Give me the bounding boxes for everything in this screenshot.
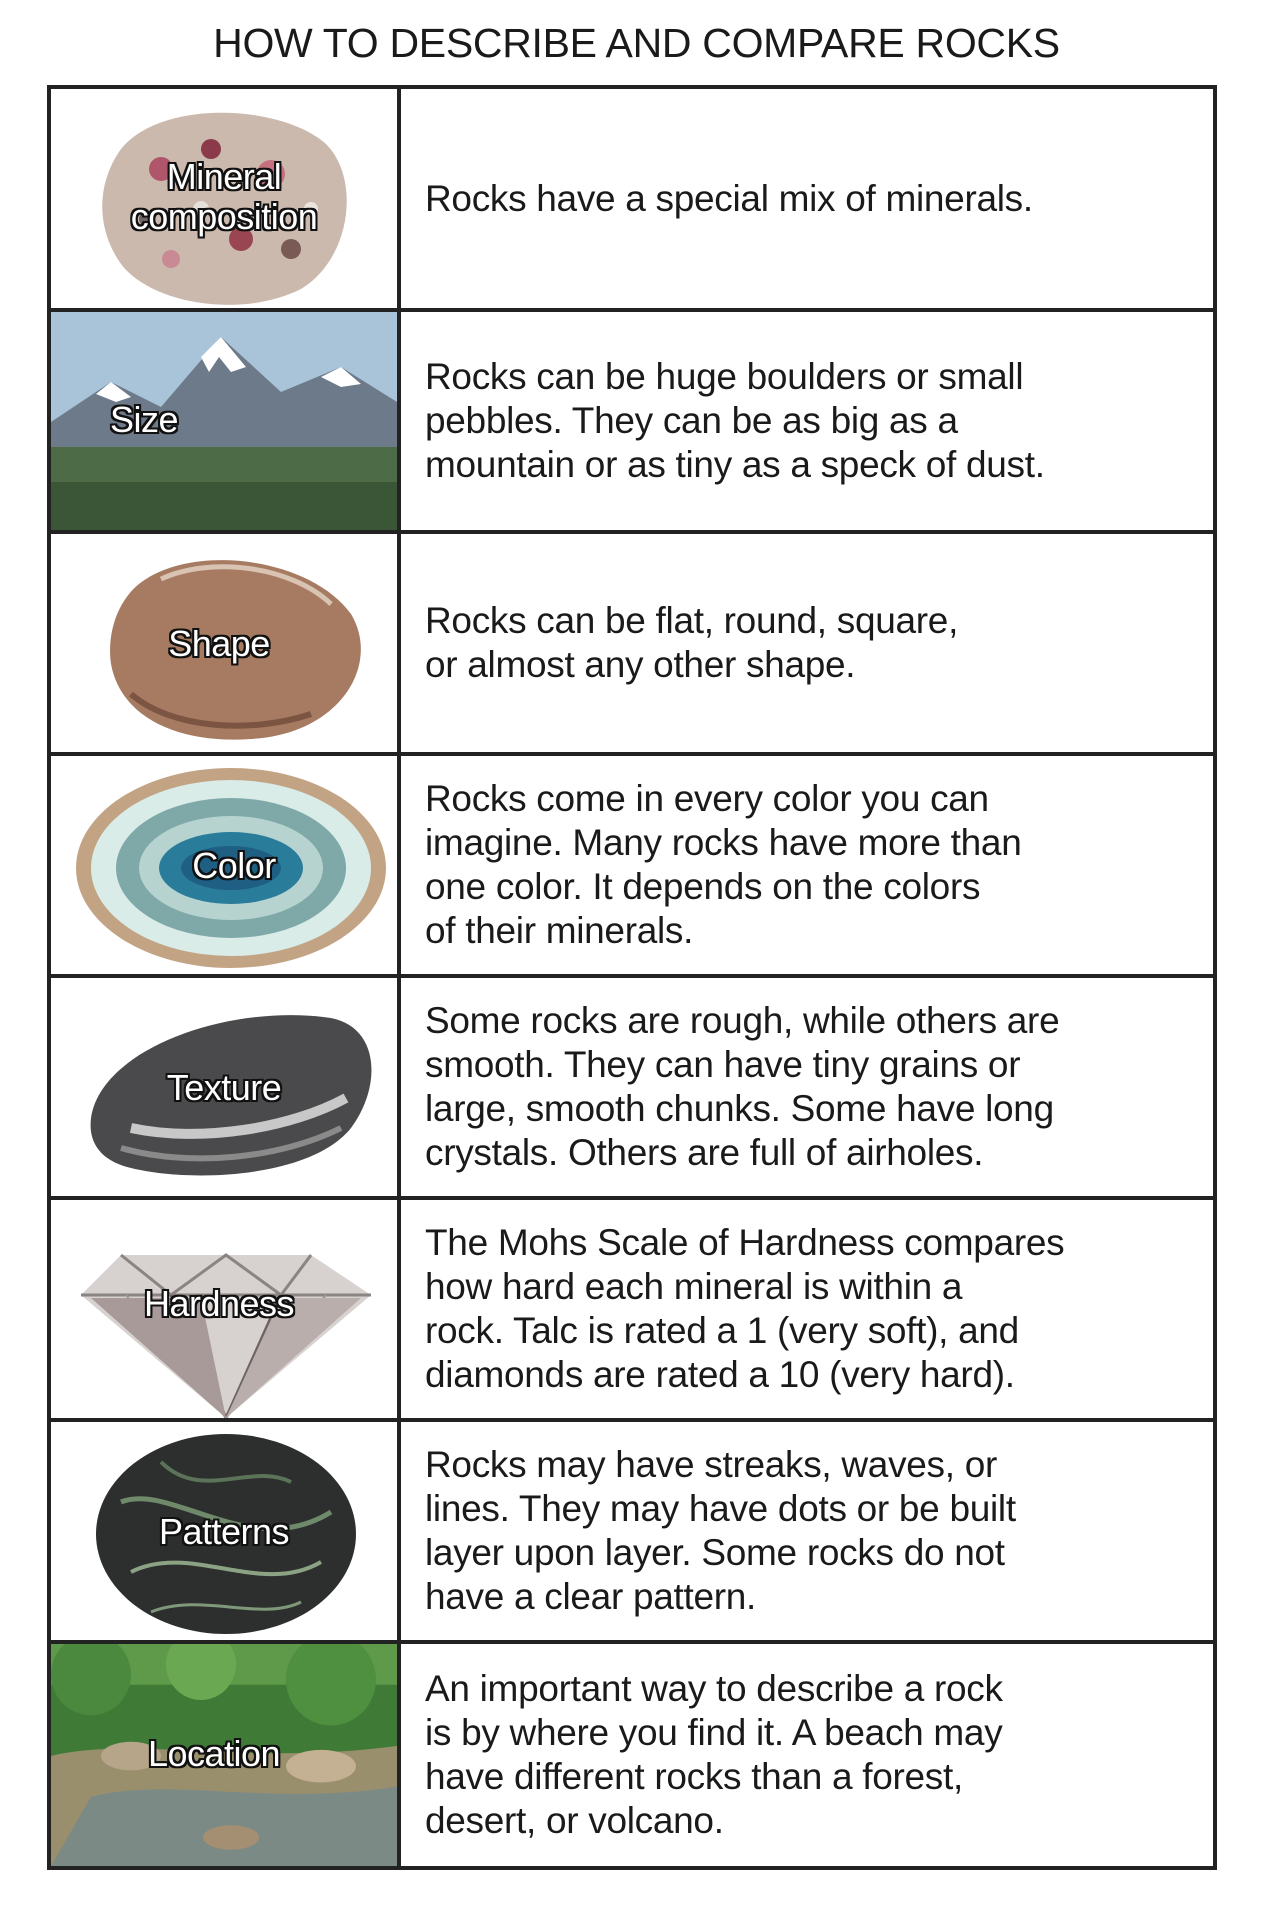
rock-description-table [47, 85, 1217, 1870]
table-row [51, 534, 1213, 756]
row-label: Hardness [143, 1283, 295, 1324]
smooth-stone-image [51, 978, 401, 1196]
mineral-rock-image [51, 89, 401, 308]
row-label: Shape [168, 623, 270, 664]
row-description: Some rocks are rough, while others are smooth. They can have tiny grains or large, smooth chunks. Some have long crystals. Others are full of airholes. [425, 1000, 1060, 1173]
page-title: HOW TO DESCRIBE AND COMPARE ROCKS [213, 20, 1060, 66]
row-label: Color [192, 845, 276, 886]
mountain-image [51, 312, 401, 530]
row-label: Texture [166, 1067, 282, 1108]
agate-geode-image [51, 756, 401, 974]
row-description: Rocks can be flat, round, square, or almost any other shape. [425, 600, 959, 685]
table-row [51, 312, 1213, 534]
diamond-image [51, 1200, 401, 1418]
table-row [51, 1200, 1213, 1422]
row-description: Rocks may have streaks, waves, or lines. They may have dots or be built layer upon layer. Some rocks do not have a clear pattern. [425, 1444, 1016, 1617]
row-description: Rocks come in every color you can imagine. Many rocks have more than one color. It depends on the colors of their minerals. [425, 778, 1022, 951]
table-row [51, 89, 1213, 312]
table-row [51, 978, 1213, 1200]
row-description: Rocks have a special mix of minerals. [425, 177, 1033, 219]
row-label: Location [147, 1733, 281, 1774]
row-description: Rocks can be huge boulders or small pebbles. They can be as big as a mountain or as tiny as a speck of dust. [425, 356, 1045, 485]
row-label: Size [109, 399, 179, 440]
row-label: Patterns [158, 1511, 290, 1552]
patterned-stone-image [51, 1422, 401, 1640]
row-description: An important way to describe a rock is by where you find it. A beach may have different rocks than a forest, desert, or volcano. [425, 1668, 1003, 1841]
row-description: The Mohs Scale of Hardness compares how hard each mineral is within a rock. Talc is rated a 1 (very soft), and diamonds are rated a 10 (very hard). [425, 1222, 1065, 1395]
round-stone-image [51, 534, 401, 752]
table-row [51, 1422, 1213, 1644]
table-row [51, 1644, 1213, 1866]
table-row [51, 756, 1213, 978]
row-label: Mineral composition [130, 156, 318, 237]
stream-location-image [51, 1644, 401, 1866]
